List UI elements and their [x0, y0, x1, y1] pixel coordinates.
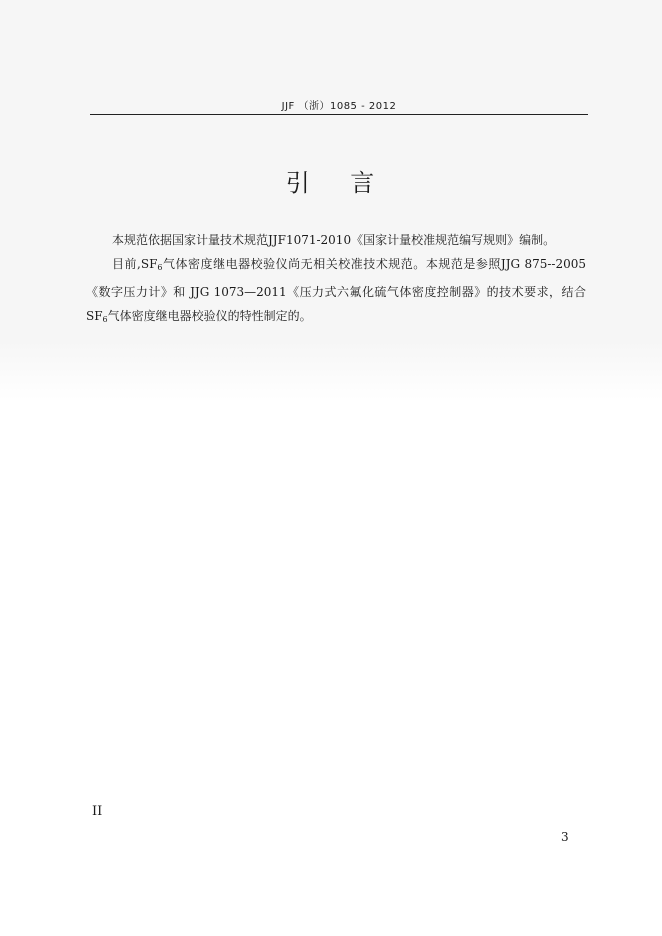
- page-header: [90, 96, 588, 115]
- paragraph-basis: 本规范依据国家计量技术规范JJF1071-2010《国家计量校准规范编写规则》编制。: [112, 233, 556, 247]
- roman-page-marker: II: [92, 804, 103, 819]
- subscript: 6: [157, 263, 163, 272]
- paragraph-text-segment: 气体密度继电器校验仪的特性制定的。: [107, 309, 312, 323]
- paragraph-reference: [86, 252, 586, 332]
- subscript: 6: [102, 315, 108, 324]
- page-number: 3: [561, 830, 569, 844]
- page-background-shade: [0, 0, 662, 400]
- section-title: 引 言: [285, 169, 377, 197]
- paragraph-text-segment: 目前,SF: [112, 257, 158, 271]
- document-body: [86, 228, 586, 332]
- paragraph-text-segment: 气体密度继电器校验仪尚无相关校准技术规范。本规范是参照JJG 875--2005《数字压力计》和 JJG 1073—2011《压力式六氟化硫气体密度控制器》的技术要求，结合SF: [86, 257, 587, 323]
- standard-code: JJF （浙）1085 - 2012: [281, 101, 397, 112]
